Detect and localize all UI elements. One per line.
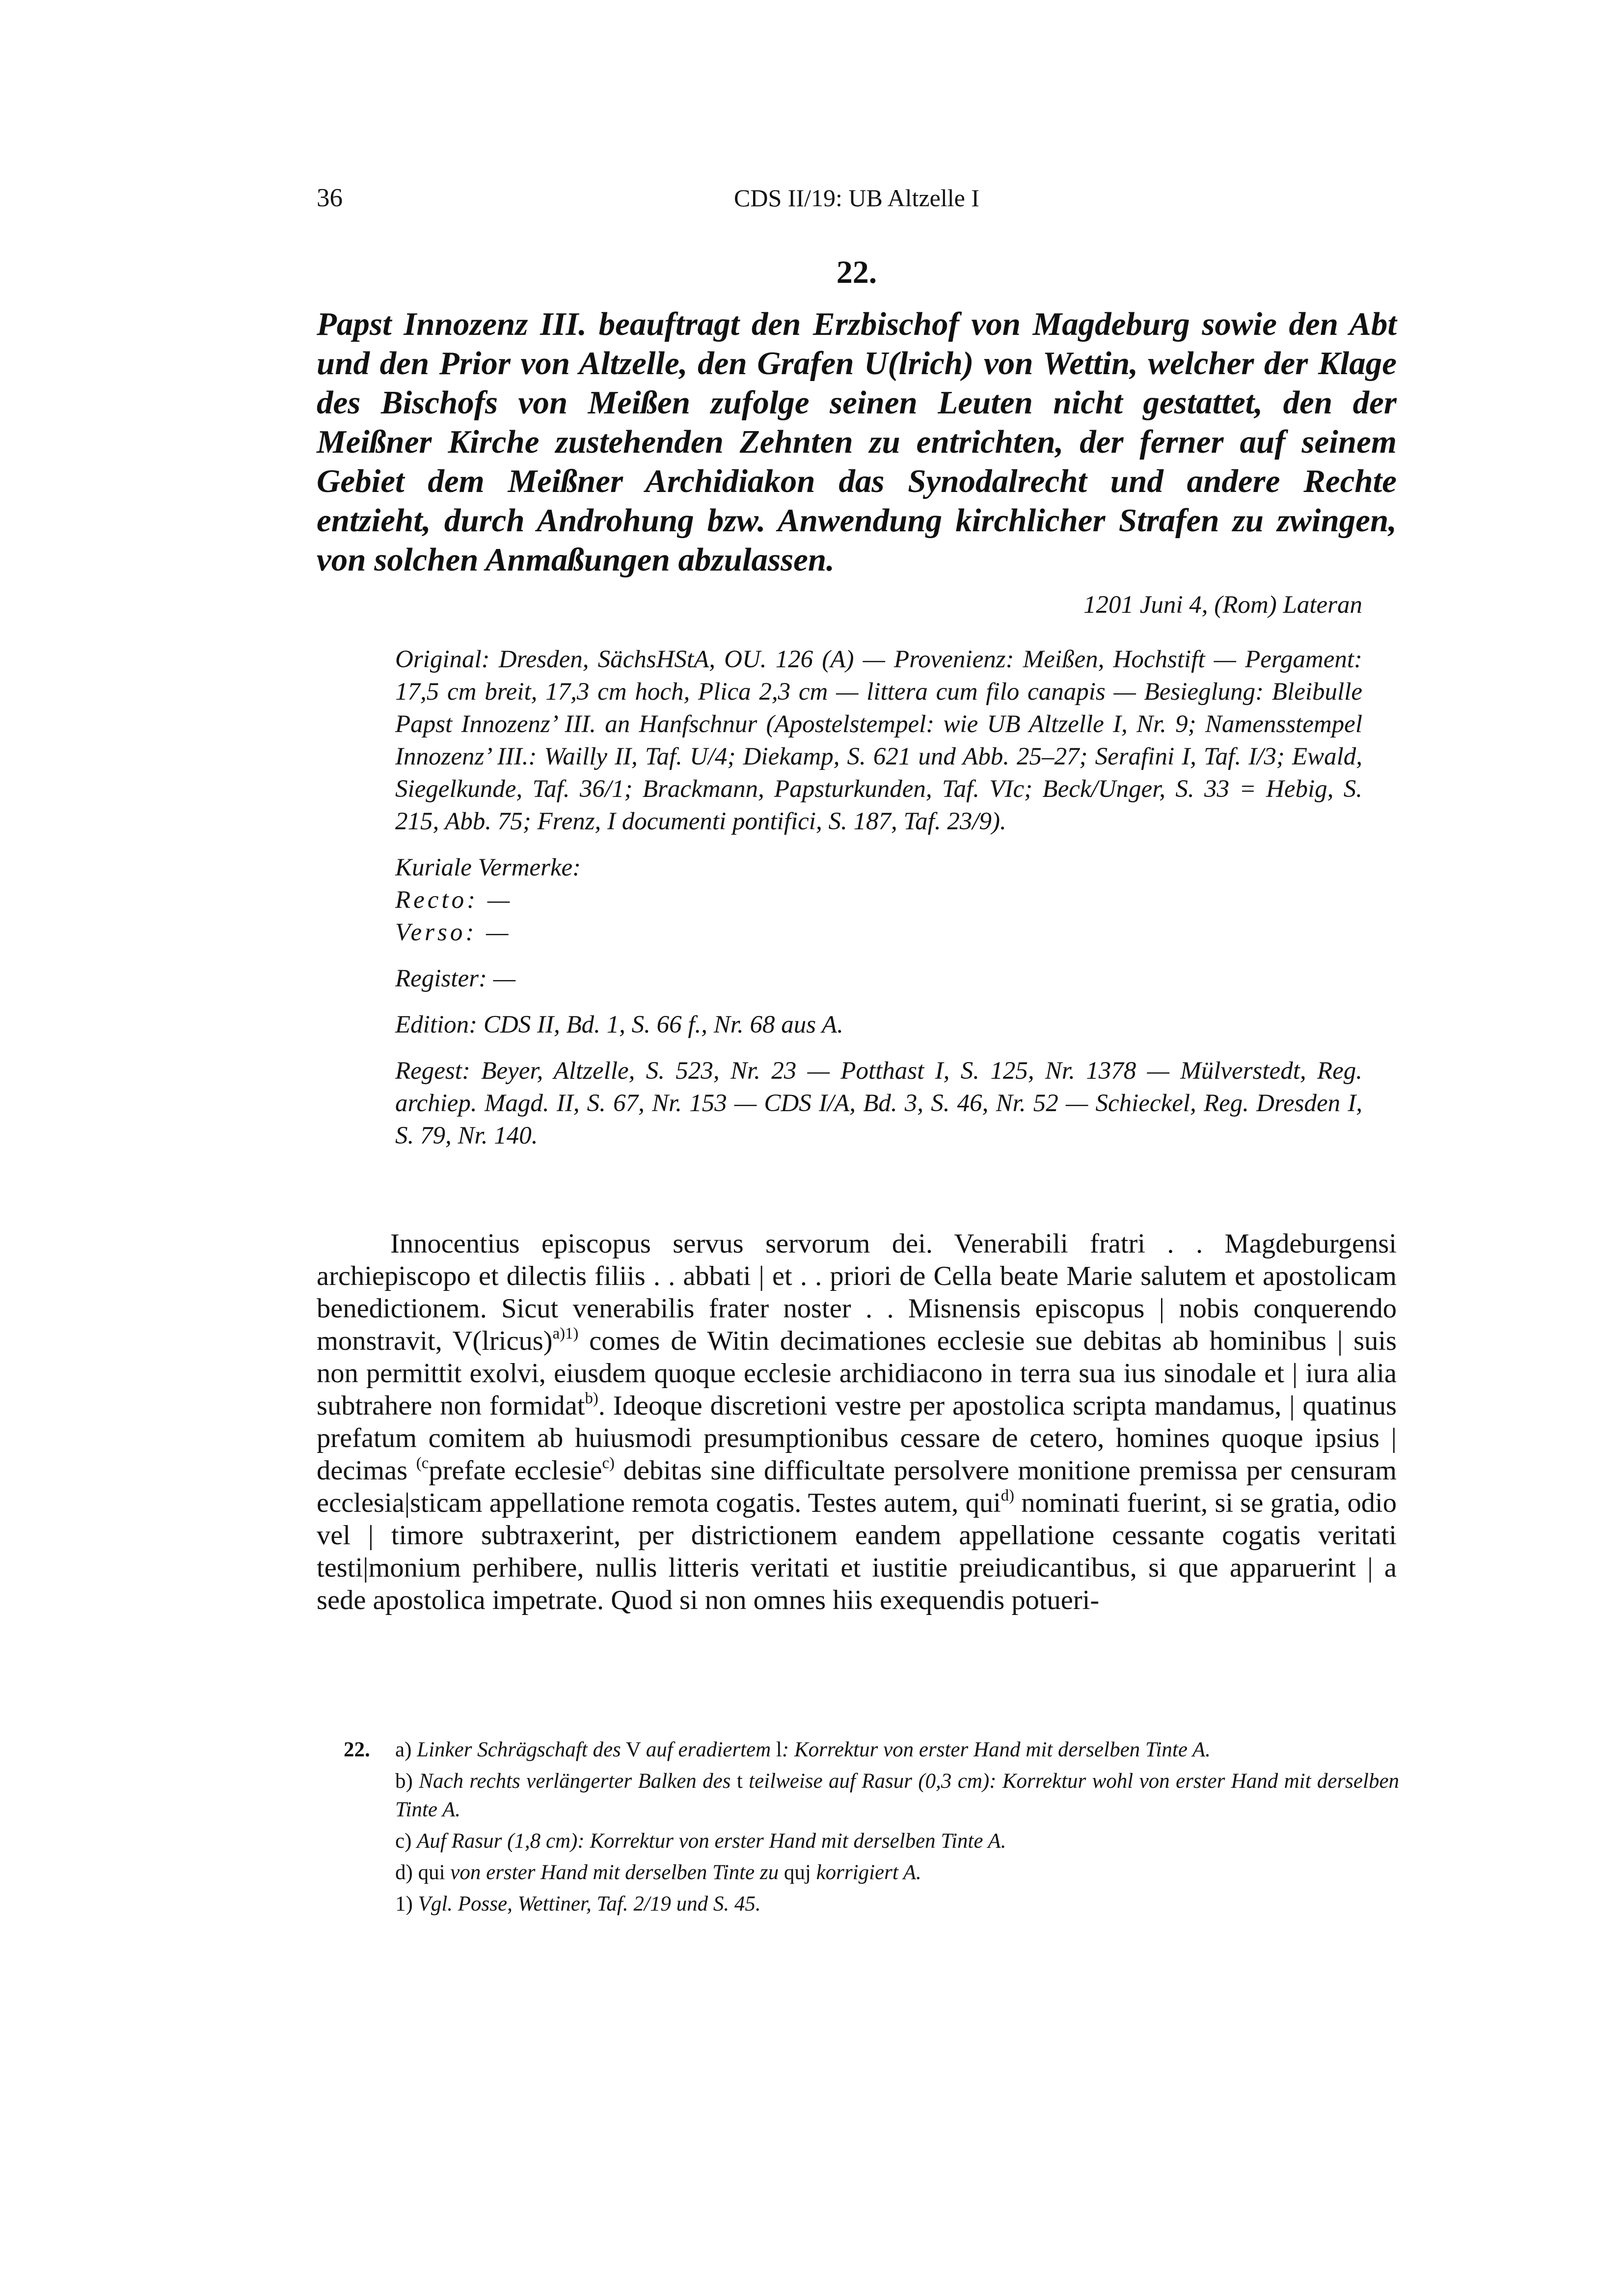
footnote-block [344, 1736, 1399, 1918]
footnote-marker: (c [416, 1454, 429, 1473]
footnote-marker: c) [602, 1454, 615, 1473]
original-description: Original: Dresden, SächsHStA, OU. 126 (A) — Provenienz: Meißen, Hochstift — Pergament: 17,5 cm breit, 17,3 cm hoch, Plica 2,3 cm — littera cum filo canapis — Besieglung: Bleibulle Papst Innozenz’ III. an Hanfschnur (Apostelstempel: wie UB Altzelle I, Nr. 9; Namensstempel Innozenz’ III.: Wailly II, Taf. U/4; Diekamp, S. 621 und Abb. 25–27; Serafini I, Taf. I/3; Ewald, Siegelkunde, Taf. 36/1; Brackmann, Papsturkunden, Taf. VIc; Beck/Unger, S. 33 = Hebig, S. 215, Abb. 75; Frenz, I documenti pontifici, S. 187, Taf. 23/9). [395, 646, 1362, 835]
charter-text-part: . Ideoque discretioni vestre per apostolica scripta mandamus, | quatinus prefatum comitem ab huiusmodi presumptionibus cessare de cetero, homines quoque ipsius | decimas [317, 1391, 1397, 1486]
register-note: Register: — [395, 965, 516, 992]
document-dating: 1201 Juni 4, (Rom) Lateran [1083, 591, 1362, 619]
charter-text [317, 1228, 1397, 1616]
source-apparatus [395, 643, 1362, 1166]
document-title: Papst Innozenz III. beauftragt den Erzbischof von Magdeburg sowie den Abt und den Prior von Altzelle, den Grafen U(lrich) von Wettin, welcher der Klage des Bischofs von Meißen zufolge seinen Leuten nicht gestattet, den der Meißner Kirche zustehenden Zehnten zu entrichten, der ferner auf seinem Gebiet dem Meißner Archidiakon das Synodalrecht und andere Rechte entzieht, durch Androhung bzw. Anwendung kirchlicher Strafen zu zwingen, von solchen Anmaßungen abzulassen. [317, 306, 1397, 578]
footnote-a: a) Linker Schrägschaft des V auf eradiertem l: Korrektur von erster Hand mit derselben Tinte A. [395, 1738, 1211, 1761]
charter-text-part: nominati fuerint, si se gratia, odio vel | timore subtraxerint, per districtionem eandem appellatione cessante cogatis veritati testi|monium perhibere, nullis litteris veritati et iustitie preiudicantibus, si que apparuerint | a sede apostolica impetrate. Quod si non omnes hiis exequendis potueri- [317, 1488, 1397, 1615]
footnote-marker: d) [1000, 1487, 1015, 1505]
page-number: 36 [317, 184, 343, 212]
charter-text-part: Innocentius episcopus servus servorum dei. Venerabili fratri . . Magdeburgensi archiepiscopo et dilectis filiis . . abbati | et . . priori de Cella beate Marie salutem et apostolicam benedictionem. Sicut venerabilis frater noster . . Misnensis episcopus | nobis conquerendo monstravit, V(lricus) [317, 1229, 1397, 1356]
footnote-d: d) qui von erster Hand mit derselben Tinte zu quj korrigiert A. [395, 1861, 921, 1884]
running-head: CDS II/19: UB Altzelle I [734, 184, 979, 212]
page-header [317, 181, 1397, 220]
footnotes [344, 1736, 1399, 1921]
footnote-document-number: 22. [344, 1738, 370, 1761]
recto-note: Recto: — [395, 886, 513, 914]
footnote-1: 1) Vgl. Posse, Wettiner, Taf. 2/19 und S. 45. [395, 1892, 761, 1915]
verso-note: Verso: — [395, 919, 512, 946]
edition-note: Edition: CDS II, Bd. 1, S. 66 f., Nr. 68 aus A. [395, 1011, 843, 1039]
charter-text-part: debitas sine difficultate persolvere monitione premissa per censuram ecclesia|sticam appellatione remota cogatis. Testes autem, qui [317, 1455, 1397, 1518]
footnote-b: b) Nach rechts verlängerter Balken des t teilweise auf Rasur (0,3 cm): Korrektur wohl von erster Hand mit derselben Tinte A. [395, 1770, 1400, 1821]
regest-note: Regest: Beyer, Altzelle, S. 523, Nr. 23 — Potthast I, S. 125, Nr. 1378 — Mülverstedt, Reg. archiep. Magd. II, S. 67, Nr. 153 — CDS I/A, Bd. 3, S. 46, Nr. 52 — Schieckel, Reg. Dresden I, S. 79, Nr. 140. [395, 1057, 1362, 1149]
document-number: 22. [836, 254, 877, 290]
footnote-c: c) Auf Rasur (1,8 cm): Korrektur von erster Hand mit derselben Tinte A. [395, 1830, 1006, 1853]
footnote-marker: b) [585, 1390, 598, 1408]
footnote-marker: a)1) [552, 1325, 579, 1343]
charter-text-part: comes de Witin decimationes ecclesie sue debitas ab hominibus | suis non permittit exolvi, eiusdem quoque ecclesie archidiacono in terra sua ius sinodale et | iura alia subtrahere non formidat [317, 1326, 1397, 1421]
kuriale-vermerke-label: Kuriale Vermerke: [395, 854, 581, 881]
charter-text-part: prefate ecclesie [429, 1455, 602, 1486]
